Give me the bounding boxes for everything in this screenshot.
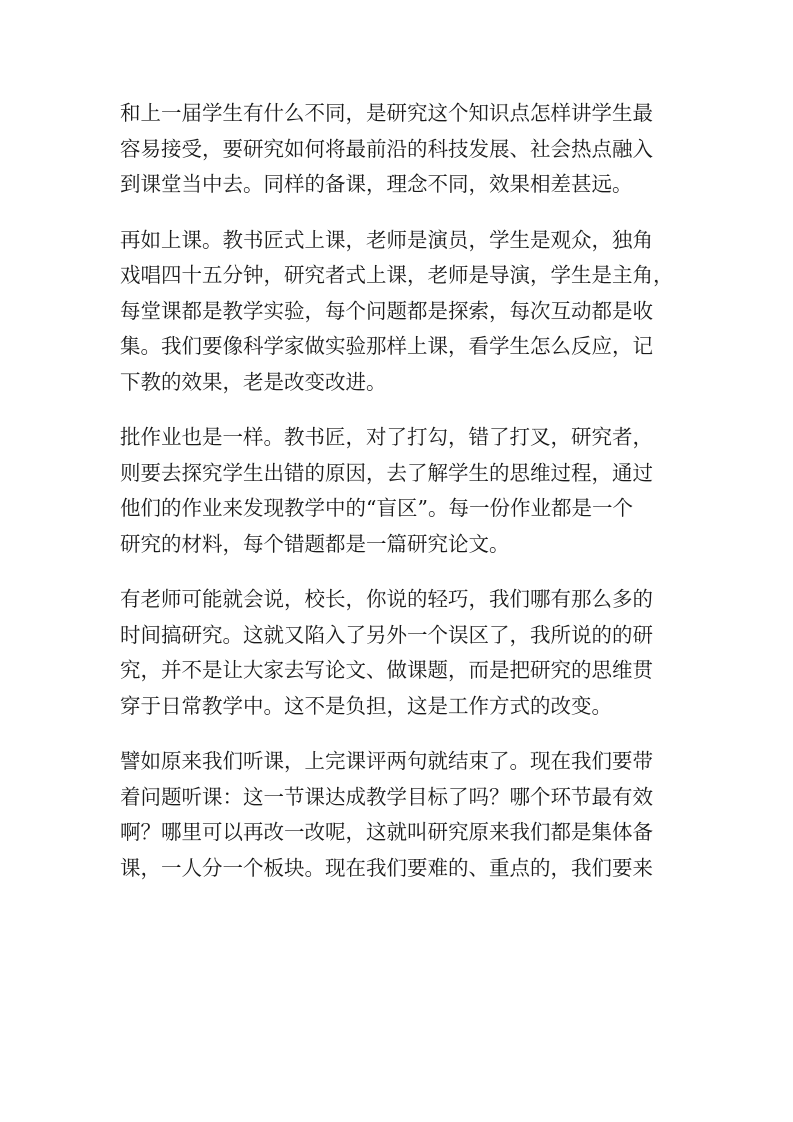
text-line: 每堂课都是教学实验，每个问题都是探索，每次互动都是收 [120,298,653,323]
paragraph-1 [120,96,680,203]
paragraph-5 [120,744,680,886]
text-line: 时间搞研究。这就又陷入了另外一个误区了，我所说的的研 [120,622,653,647]
text-line: 啊？哪里可以再改一改呢，这就叫研究原来我们都是集体备 [120,820,653,844]
text-line: 容易接受，要研究如何将最前沿的科技发展、社会热点融入 [120,136,653,161]
text-line: 穿于日常教学中。这不是负担，这是工作方式的改变。 [120,693,612,718]
paragraph-4 [120,582,680,724]
text-line: 则要去探究学生出错的原因，去了解学生的思维过程，通过 [120,460,653,485]
paragraph-3 [120,420,680,562]
text-line: 研究的材料，每个错题都是一篇研究论文。 [120,531,510,556]
text-line: 和上一届学生有什么不同，是研究这个知识点怎样讲学生最 [120,101,653,125]
text-line: 到课堂当中去。同样的备课，理念不同，效果相差甚远。 [120,172,633,196]
text-line: 批作业也是一样。教书匠，对了打勾，错了打叉，研究者， [120,425,653,449]
document-body [120,96,680,906]
text-line: 究，并不是让大家去写论文、做课题，而是把研究的思维贯 [120,658,653,682]
text-line: 课，一人分一个板块。现在我们要难的、重点的，我们要来 [120,855,653,880]
paragraph-2 [120,223,680,401]
text-line: 再如上课。教书匠式上课，老师是演员，学生是观众，独角 [120,227,653,252]
text-line: 譬如原来我们听课，上完课评两句就结束了。现在我们要带 [120,749,653,773]
text-line: 着问题听课：这一节课达成教学目标了吗？哪个环节最有效 [120,784,653,809]
text-line: 集。我们要像科学家做实验那样上课，看学生怎么反应，记 [120,334,653,358]
text-line: 下教的效果，老是改变改进。 [120,369,387,394]
text-line: 他们的作业来发现教学中的“盲区”。每一份作业都是一个 [120,496,633,520]
text-line: 有老师可能就会说，校长，你说的轻巧，我们哪有那么多的 [120,587,653,611]
text-line: 戏唱四十五分钟，研究者式上课，老师是导演，学生是主角， [120,263,674,287]
